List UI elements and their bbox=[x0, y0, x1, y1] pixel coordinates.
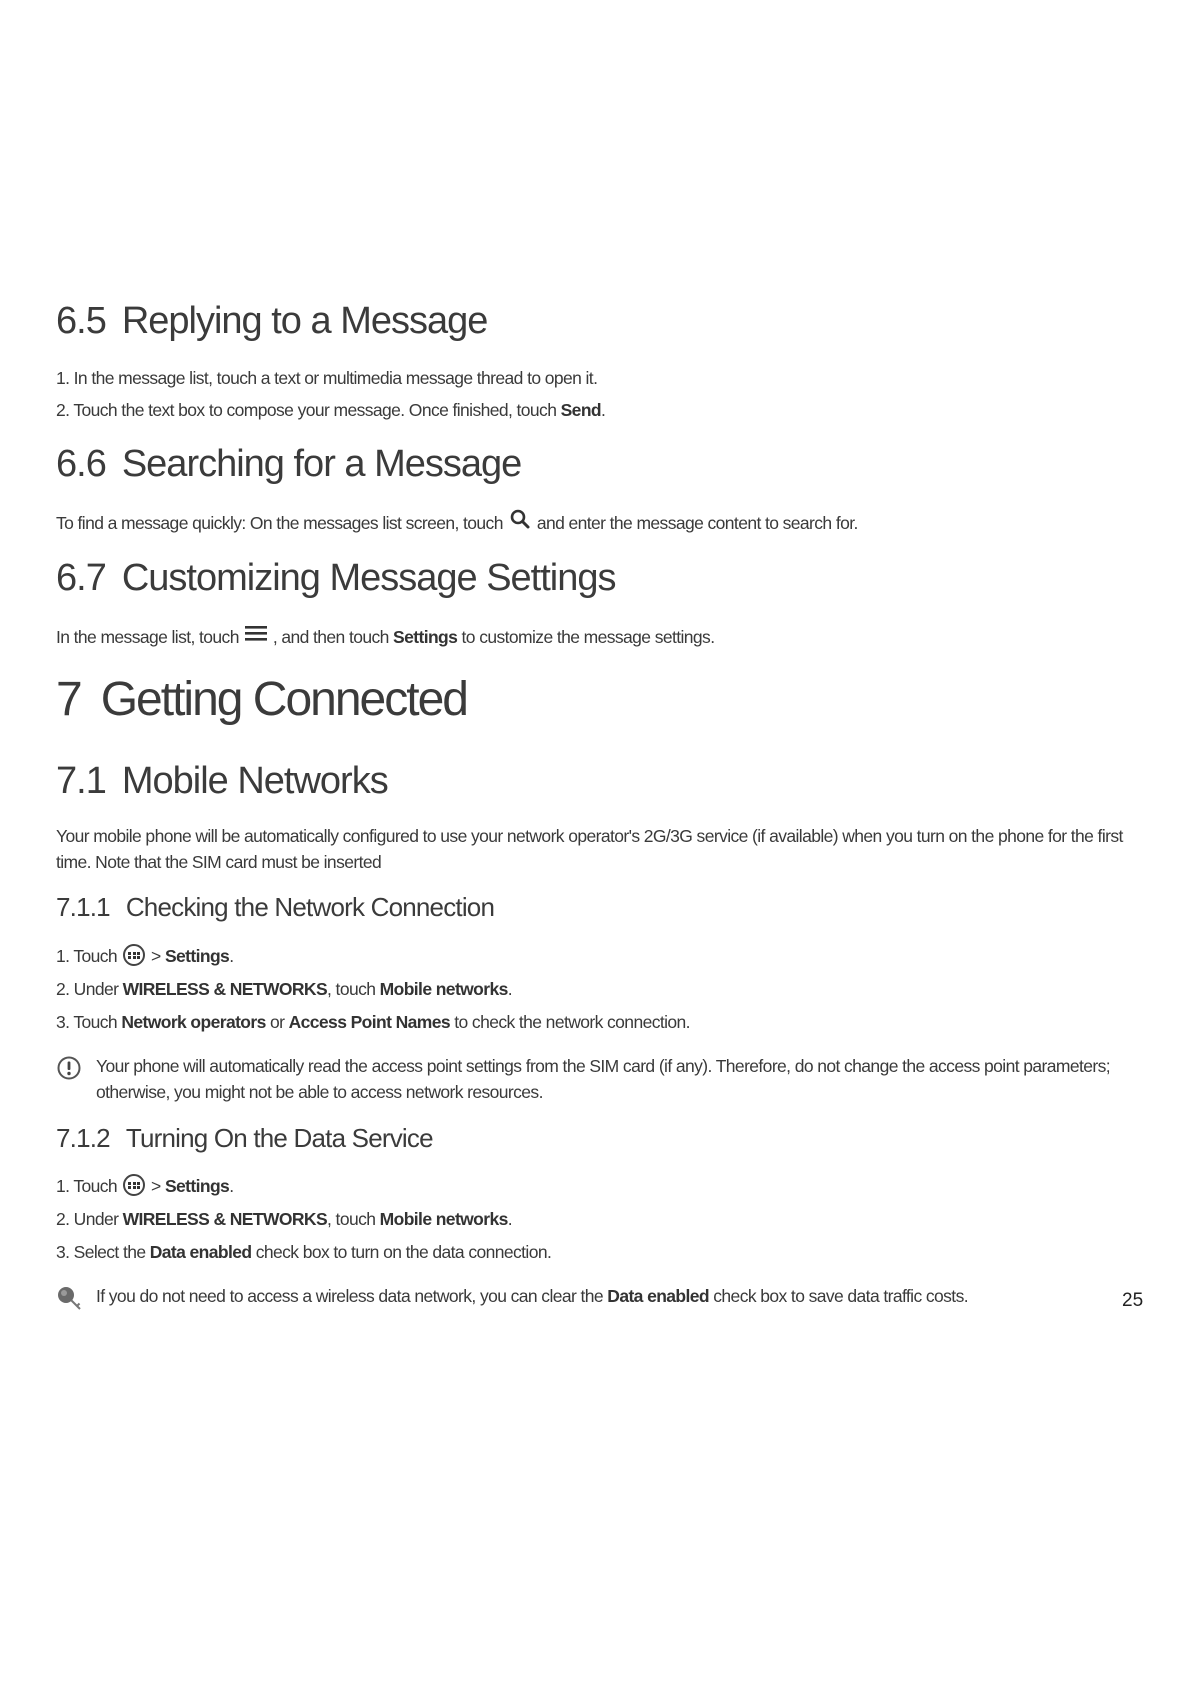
subsection-heading-7-1-1 bbox=[56, 892, 494, 923]
section-title: Searching for a Message bbox=[121, 443, 522, 485]
chapter-number: 7 bbox=[56, 673, 81, 726]
step-text: . bbox=[507, 1209, 513, 1229]
wireless-networks-label: WIRELESS & NETWORKS bbox=[122, 1209, 328, 1229]
tip-icon bbox=[56, 1285, 84, 1320]
menu-icon bbox=[245, 623, 267, 649]
step-text: check box to turn on the data connection. bbox=[251, 1242, 552, 1262]
step-6-5-1: 1. In the message list, touch a text or multimedia message thread to open it. bbox=[56, 368, 598, 388]
step-text: > bbox=[151, 1176, 165, 1196]
step-7-1-2-1 bbox=[56, 1173, 233, 1199]
tip-text-part: If you do not need to access a wireless data network, you can clear the bbox=[96, 1286, 608, 1306]
caution-text: Your phone will automatically read the access point settings from the SIM card (if any). Therefore, do not change the access point parameters; otherwise, you might not be able to access network resources. bbox=[96, 1056, 1110, 1102]
step-text: 3. Touch bbox=[56, 1012, 122, 1032]
step-text: > bbox=[151, 946, 165, 966]
subsection-title: Checking the Network Connection bbox=[125, 892, 495, 922]
step-text: 2. Under bbox=[56, 1209, 123, 1229]
network-operators-label: Network operators bbox=[121, 1012, 266, 1032]
data-enabled-label: Data enabled bbox=[607, 1286, 710, 1306]
step-text: 2. Touch the text box to compose your message. Once finished, touch bbox=[56, 400, 561, 420]
settings-label: Settings bbox=[164, 946, 230, 966]
subsection-number: 7.1.2 bbox=[56, 1123, 110, 1153]
step-text: . bbox=[229, 946, 234, 966]
tip-note bbox=[56, 1283, 1136, 1309]
send-label: Send bbox=[560, 400, 601, 420]
chapter-heading-7 bbox=[56, 672, 467, 727]
step-text: 3. Select the bbox=[56, 1242, 150, 1262]
apps-icon bbox=[123, 944, 145, 966]
step-7-1-2-2 bbox=[56, 1206, 512, 1232]
step-text: 1. Touch bbox=[56, 1176, 118, 1196]
step-text: , touch bbox=[327, 1209, 380, 1229]
step-text: to check the network connection. bbox=[450, 1012, 690, 1032]
access-point-names-label: Access Point Names bbox=[288, 1012, 450, 1032]
paragraph-text: , and then touch bbox=[272, 627, 394, 647]
step-text: 2. Under bbox=[56, 979, 123, 999]
apps-icon bbox=[123, 1174, 145, 1196]
section-heading-7-1 bbox=[56, 760, 388, 803]
mobile-networks-label: Mobile networks bbox=[379, 979, 508, 999]
tip-text-part: check box to save data traffic costs. bbox=[709, 1286, 968, 1306]
step-6-5-2 bbox=[56, 397, 605, 423]
subsection-heading-7-1-2 bbox=[56, 1123, 433, 1154]
section-heading-6-6 bbox=[56, 443, 521, 486]
page-number: 25 bbox=[1122, 1290, 1144, 1311]
paragraph-7-1: Your mobile phone will be automatically configured to use your network operator's 2G/3G service (if available) when you turn on the phone for the first time. Note that the SIM card must be inserted bbox=[56, 826, 1123, 872]
tip-text bbox=[96, 1283, 1136, 1309]
paragraph-text: and enter the message content to search for. bbox=[536, 513, 858, 534]
section-title: Mobile Networks bbox=[121, 760, 388, 802]
subsection-number: 7.1.1 bbox=[56, 892, 110, 922]
caution-note bbox=[56, 1053, 1136, 1105]
settings-label: Settings bbox=[393, 627, 458, 647]
wireless-networks-label: WIRELESS & NETWORKS bbox=[122, 979, 328, 999]
step-7-1-1-3 bbox=[56, 1009, 690, 1035]
caution-icon bbox=[56, 1055, 82, 1088]
section-title: Replying to a Message bbox=[121, 300, 488, 342]
paragraph-6-7 bbox=[56, 624, 714, 651]
settings-label: Settings bbox=[164, 1176, 230, 1196]
subsection-title: Turning On the Data Service bbox=[125, 1123, 433, 1153]
section-number: 7.1 bbox=[56, 760, 106, 802]
step-7-1-1-2 bbox=[56, 976, 512, 1002]
section-heading-6-7 bbox=[56, 557, 616, 600]
step-text: , touch bbox=[327, 979, 380, 999]
chapter-title: Getting Connected bbox=[100, 673, 467, 726]
step-7-1-1-1 bbox=[56, 943, 233, 969]
paragraph-text: In the message list, touch bbox=[56, 627, 239, 647]
step-text: or bbox=[265, 1012, 289, 1032]
search-icon bbox=[509, 508, 531, 537]
section-title: Customizing Message Settings bbox=[121, 557, 616, 599]
section-number: 6.6 bbox=[56, 443, 106, 485]
step-text: 1. Touch bbox=[56, 946, 118, 966]
paragraph-text: To find a message quickly: On the messages list screen, touch bbox=[56, 513, 503, 534]
data-enabled-label: Data enabled bbox=[149, 1242, 252, 1262]
section-heading-6-5 bbox=[56, 300, 487, 343]
step-7-1-2-3 bbox=[56, 1239, 551, 1265]
section-number: 6.7 bbox=[56, 557, 106, 599]
step-text: . bbox=[507, 979, 513, 999]
paragraph-text: to customize the message settings. bbox=[457, 627, 715, 647]
paragraph-6-6 bbox=[56, 510, 858, 539]
mobile-networks-label: Mobile networks bbox=[379, 1209, 508, 1229]
step-text: . bbox=[229, 1176, 234, 1196]
step-text: . bbox=[601, 400, 606, 420]
section-number: 6.5 bbox=[56, 300, 106, 342]
